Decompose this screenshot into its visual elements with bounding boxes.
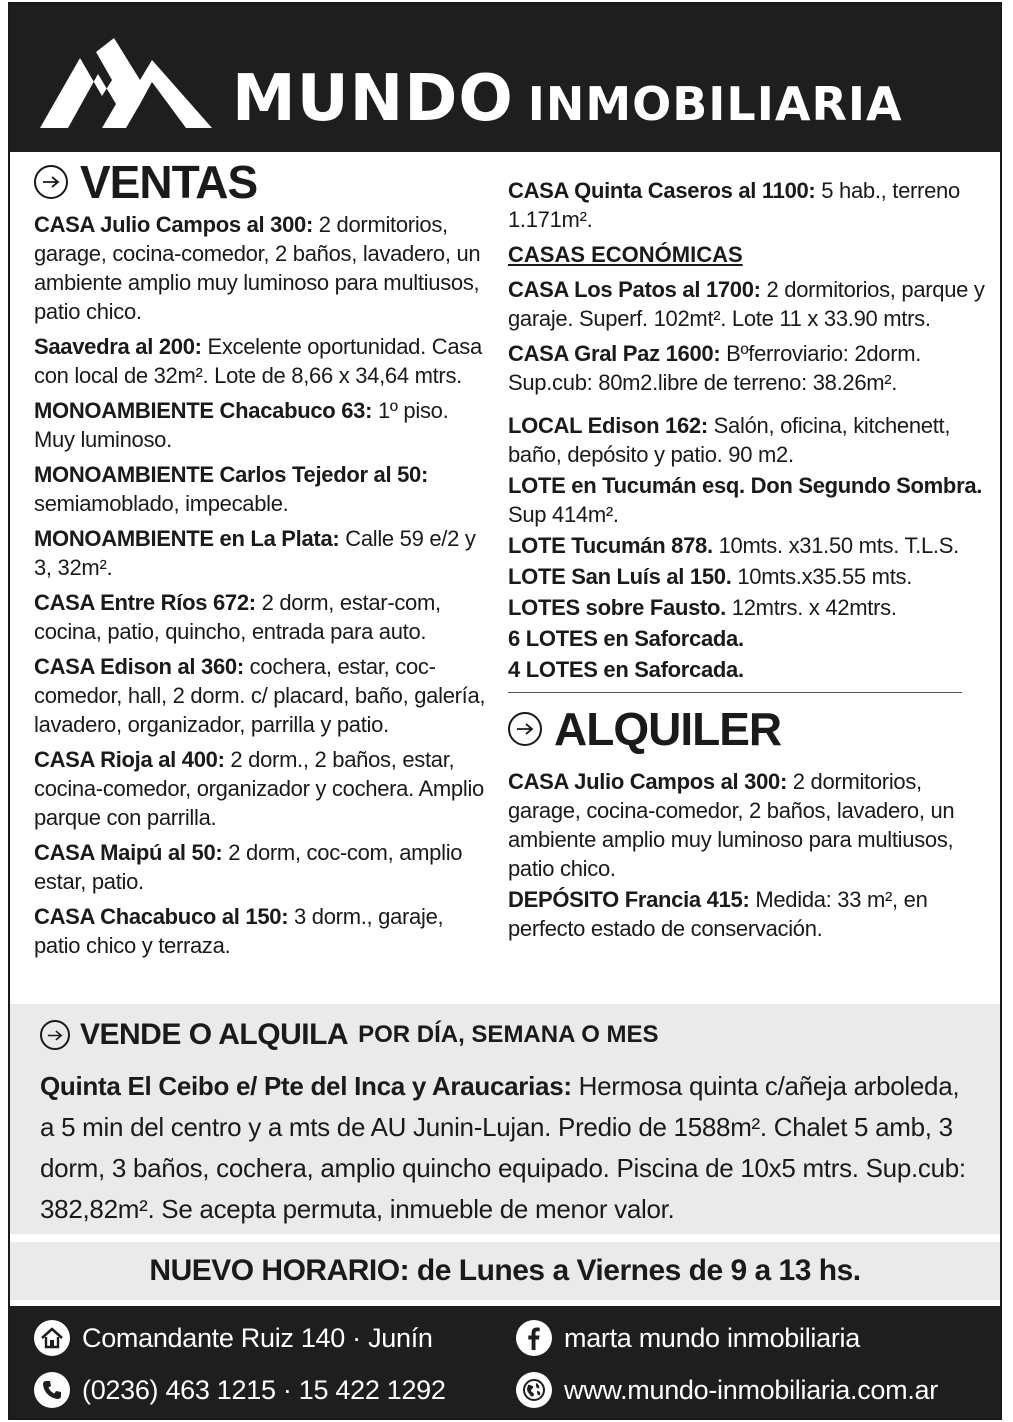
listing-details: Excelente oportunidad. Casa con local de 32m². Lote de 8,66 x 34,64 mtrs. — [34, 334, 482, 388]
listing-details: Hermosa quinta c/añeja arboleda, a 5 min del centro y a mts de AU Junin-Lujan. Predio de 1588m². Chalet 5 amb, 3 dorm, 3 baños, cochera, amplio quincho equipado. Piscina de 10x5 mtrs. Sup.cub: 382,82m². Se acepta permuta, inmueble de menor valor. — [40, 1071, 966, 1224]
listing-details: 3 dorm., garaje, patio chico y terraza. — [34, 904, 444, 958]
listing-item — [34, 396, 494, 454]
facebook-text: marta mundo inmobiliaria — [564, 1322, 860, 1353]
listing-name: CASA Julio Campos al 300: — [34, 212, 313, 237]
listing-details: 2 dormitorios, garage, cocina-comedor, 2 baños, lavadero, un ambiente amplio muy luminoso para multiusos, patio chico. — [34, 212, 481, 324]
address-contact — [34, 1320, 433, 1356]
listing-item — [508, 885, 988, 943]
phone-icon — [34, 1372, 70, 1408]
ventas-header — [34, 154, 494, 210]
listing-name: LOTE San Luís al 150. — [508, 564, 732, 589]
listing-item — [34, 588, 494, 646]
listing-details: Medida: 33 m², en perfecto estado de conservación. — [508, 887, 928, 941]
listing-item — [508, 593, 988, 622]
listing-item — [508, 624, 988, 653]
listing-name: CASA Maipú al 50: — [34, 840, 223, 865]
listing-name: CASA Julio Campos al 300: — [508, 769, 787, 794]
listing-item — [508, 531, 988, 560]
divider — [508, 692, 962, 693]
listing-name: Saavedra al 200: — [34, 334, 202, 359]
listing-name: CASA Los Patos al 1700: — [508, 277, 761, 302]
website-contact[interactable] — [516, 1372, 938, 1408]
listing-details: cochera, estar, coc-comedor, hall, 2 dorm. c/ placard, baño, galería, lavadero, organizador, parrilla y patio. — [34, 654, 486, 737]
listing-item — [34, 652, 494, 739]
listing-details: semiamoblado, impecable. — [34, 491, 289, 516]
arrow-right-icon — [34, 165, 68, 199]
listing-item — [508, 471, 988, 529]
listing-item — [508, 275, 988, 333]
listing-details: Sup 414m². — [508, 502, 619, 527]
listing-item — [34, 902, 494, 960]
website-text: www.mundo-inmobiliaria.com.ar — [564, 1374, 938, 1405]
listing-item — [34, 524, 494, 582]
right-column — [508, 176, 988, 949]
listing-name: CASA Edison al 360: — [34, 654, 244, 679]
arrow-right-icon — [40, 1020, 70, 1050]
ventas-title: VENTAS — [80, 156, 258, 208]
listing-item — [508, 562, 988, 591]
listing-item — [508, 655, 988, 684]
listing-item — [508, 339, 988, 397]
listing-name: LOTE Tucumán 878. — [508, 533, 713, 558]
listing-name: MONOAMBIENTE Chacabuco 63: — [34, 398, 373, 423]
brand-name — [232, 62, 903, 136]
listing-details: 2 dormitorios, garage, cocina-comedor, 2 baños, lavadero, un ambiente amplio muy luminoso para multiusos, patio chico. — [508, 769, 955, 881]
listing-item — [508, 411, 988, 469]
listing-details: 12mtrs. x 42mtrs. — [726, 595, 897, 620]
schedule-banner: NUEVO HORARIO: de Lunes a Viernes de 9 a 13 hs. — [10, 1242, 1000, 1300]
listing-details: Calle 59 e/2 y 3, 32m². — [34, 526, 476, 580]
listing-name: CASA Entre Ríos 672: — [34, 590, 256, 615]
address-text: Comandante Ruiz 140 · Junín — [82, 1322, 433, 1353]
listing-details: 5 hab., terreno 1.171m². — [508, 178, 960, 232]
economicas-title: CASAS ECONÓMICAS — [508, 242, 743, 267]
arrow-right-icon — [508, 712, 542, 746]
mountain-logo-icon — [40, 36, 212, 128]
listing-name: MONOAMBIENTE Carlos Tejedor al 50: — [34, 462, 429, 487]
quinta-listing — [40, 1066, 980, 1230]
listing-details: 2 dorm, estar-com, cocina, patio, quincho, entrada para auto. — [34, 590, 441, 644]
listing-details: 2 dorm, coc-com, amplio estar, patio. — [34, 840, 463, 894]
vende-alquila-subtitle: POR DÍA, SEMANA O MES — [358, 1021, 659, 1048]
listing-item — [34, 745, 494, 832]
listing-item — [34, 838, 494, 896]
brand-name-main: MUNDO — [232, 62, 514, 136]
globe-icon — [516, 1372, 552, 1408]
ventas-column — [34, 154, 494, 966]
vende-alquila-title: VENDE O ALQUILA — [80, 1018, 349, 1051]
listing-details: 1º piso. Muy luminoso. — [34, 398, 449, 452]
listing-details: Bºferroviario: 2dorm. Sup.cub: 80m2.libre de terreno: 38.26m². — [508, 341, 922, 395]
listing-details: 10mts. x31.50 mts. T.L.S. — [712, 533, 959, 558]
listing-details: 10mts.x35.55 mts. — [731, 564, 913, 589]
phone-contact — [34, 1372, 446, 1408]
listing-item — [508, 176, 988, 234]
facebook-icon — [516, 1320, 552, 1356]
listing-name: DEPÓSITO Francia 415: — [508, 887, 750, 912]
facebook-contact[interactable] — [516, 1320, 860, 1356]
listing-name: 4 LOTES en Saforcada. — [508, 657, 744, 682]
listing-name: LOTES sobre Fausto. — [508, 595, 726, 620]
listing-name: Quinta El Ceibo e/ Pte del Inca y Araucarias: — [40, 1071, 572, 1101]
listing-item — [34, 210, 494, 326]
listing-details: 2 dormitorios, parque y garaje. Superf. 102mt². Lote 11 x 33.90 mtrs. — [508, 277, 985, 331]
listing-item — [34, 332, 494, 390]
header-banner — [10, 4, 1000, 152]
listing-details: 2 dorm., 2 baños, estar, cocina-comedor, organizador y cochera. Amplio parque con parrilla. — [34, 747, 484, 830]
contact-footer — [10, 1306, 1000, 1420]
phone-text: (0236) 463 1215 · 15 422 1292 — [82, 1374, 446, 1405]
listing-name: MONOAMBIENTE en La Plata: — [34, 526, 340, 551]
listing-name: LOTE en Tucumán esq. Don Segundo Sombra. — [508, 473, 983, 498]
listing-name: CASA Chacabuco al 150: — [34, 904, 289, 929]
brand-name-sub: INMOBILIARIA — [527, 77, 903, 131]
listing-name: LOCAL Edison 162: — [508, 413, 708, 438]
vende-alquila-section — [10, 1004, 1000, 1234]
listing-item — [34, 460, 494, 518]
alquiler-header — [508, 701, 988, 757]
flyer — [8, 2, 1002, 1420]
listing-name: 6 LOTES en Saforcada. — [508, 626, 744, 651]
home-icon — [34, 1320, 70, 1356]
alquiler-title: ALQUILER — [554, 703, 782, 755]
listing-item — [508, 767, 988, 883]
vende-alquila-header — [40, 1018, 659, 1052]
listing-name: CASA Gral Paz 1600: — [508, 341, 721, 366]
listing-name: CASA Quinta Caseros al 1100: — [508, 178, 816, 203]
listing-name: CASA Rioja al 400: — [34, 747, 225, 772]
listing-details: Salón, oficina, kitchenett, baño, depósito y patio. 90 m2. — [508, 413, 951, 467]
